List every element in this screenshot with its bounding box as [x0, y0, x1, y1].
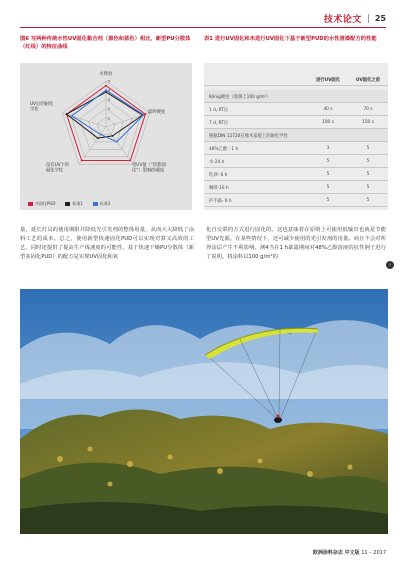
table-cell: 5 [366, 159, 370, 164]
table-cell: 3 [326, 146, 330, 151]
table-cell: 1 d, RT后 [209, 108, 229, 113]
axis-label-bottom-left [46, 161, 71, 174]
table-cell: König硬度（玻璃上100 g/m²） [209, 95, 271, 100]
axis-label-top: 水释放 [99, 72, 113, 77]
radar-tick-label: 5 [107, 78, 111, 84]
figure-caption: 图6 写两种传统水性UV固化黏合剂（黑色和蓝色）相比，新型PU分散体（红线）的特征曲线 [20, 36, 191, 50]
journal-name: 欧洲涂料杂志 中文版 [312, 550, 360, 556]
legend-swatch [93, 202, 98, 206]
body-column-left: 量。延长灯具的使用期限并降低光引发剂的整体用量，从而大大降低了涂料工艺的成本。总之，使用新型快速固化PUD可以实现对算又高效的工艺，同时还提供了提高生产线速度的可能性，基于快速干燥PU分散体（新型多固化PUD）的配方是实现UV固化和氧 [20, 227, 194, 260]
radar-point [116, 141, 118, 143]
radar-point [144, 113, 146, 115]
table-row [204, 142, 388, 155]
table-cell: 5 [366, 172, 370, 177]
radar-point [66, 113, 68, 115]
radar-point [129, 160, 131, 162]
axis-label-bottom-right-l2: 化”）影响的硬度 [132, 168, 165, 174]
continue-arrow-icon: › [386, 261, 394, 269]
radar-tick-label: 1 [107, 115, 111, 121]
radar-point [143, 114, 145, 116]
table-row [204, 129, 388, 142]
table-cell: 150 s [362, 120, 374, 125]
running-header [324, 12, 386, 25]
header-rule [20, 27, 386, 28]
footer [313, 549, 386, 556]
legend-swatch [28, 202, 33, 206]
axis-label-bottom-right-l1: 受UV量（“阴影固 [132, 163, 167, 168]
table-cell: 5 [326, 159, 330, 164]
radar-point [105, 91, 107, 93]
table-row [204, 116, 388, 129]
header-divider [368, 14, 369, 23]
radar-point [105, 89, 107, 91]
table-caption: 表1 进行UV固化和未进行UV固化下基于新型PUD的水性清漆配方的性能 [204, 36, 377, 42]
table-cell: 水-24 h [209, 160, 225, 165]
body-column-right: 化自交联的方式进行固化的。这也意味着在原则上可使用低输出也就是节能型UV光源。在某些情况下，还可减少使用的光引发剂的用量。而且不会对所得涂层产生不利影响。测4当在1 h暴露期间对48%乙醇溶液的抗性例子进行了说明。将涂料以100 g/m²的 [206, 227, 386, 260]
radar-figure [20, 63, 192, 210]
radar-spoke [106, 127, 133, 164]
issue-number: 11 – 2017 [361, 550, 386, 556]
radar-ticks [108, 79, 111, 121]
radar-point [81, 160, 83, 162]
axis-label-bottom-left-l2: 耐化学性 [46, 168, 64, 174]
radar-tick-label: 3 [107, 96, 111, 102]
table-cell: 5 [326, 198, 330, 203]
table-cell: 40 s [323, 107, 333, 112]
chart-legend [28, 201, 111, 207]
col-header-with-uv: 进行UV固化 [315, 78, 340, 83]
table-row [204, 155, 388, 168]
radar-spokes [62, 78, 149, 164]
radar-tick-label: 2 [107, 106, 111, 112]
table-cell: 100 s [322, 120, 334, 125]
table-cell: 红酒- 6 h [209, 173, 228, 178]
legend-item-pud [28, 201, 55, 207]
radar-series-1 [67, 92, 143, 138]
axis-label-right: 最终硬度 [148, 110, 166, 115]
legend-swatch [65, 202, 70, 206]
axis-label-bottom-left-l1: 没有UV下的 [46, 163, 70, 168]
table-cell: 咖啡-16 h [209, 186, 229, 191]
table-row [204, 103, 388, 116]
table-header-row [204, 73, 388, 86]
axis-label-left-l1: UV后的耐化 [30, 102, 54, 107]
paraglider-photo [20, 289, 388, 534]
legend-item-std1 [65, 201, 83, 207]
table-cell: 48%乙醇 - 1 h [209, 147, 239, 152]
table-cell: 5 [366, 198, 370, 203]
properties-table [204, 63, 388, 210]
table-row [204, 194, 388, 207]
paraglider-illustration [20, 289, 388, 534]
radar-point [71, 115, 73, 117]
radar-point [105, 85, 107, 87]
axis-label-left-l2: 学性 [30, 107, 39, 113]
table-cell: 5 [326, 185, 330, 190]
table-cell: 70 s [363, 107, 373, 112]
table-row [204, 168, 388, 181]
page-number: 25 [374, 14, 386, 23]
legend-label: 标准2 [99, 201, 111, 206]
table-cell: 5 [326, 172, 330, 177]
legend-label: 多固化PUD [35, 201, 56, 206]
table-cell: 5 [366, 185, 370, 190]
legend-item-std2 [93, 201, 111, 207]
table-row [204, 181, 388, 194]
radar-point [100, 134, 102, 136]
axis-label-left [30, 100, 55, 113]
radar-point [112, 135, 114, 137]
table-row [204, 90, 388, 103]
col-header-before-uv: UV固化之前 [355, 78, 380, 83]
legend-label: 标准1 [72, 201, 83, 206]
axis-label-bottom-right [132, 161, 167, 174]
radar-spoke [79, 127, 106, 164]
table-cell: 5 [366, 146, 370, 151]
table-cell: 根据DIN 12720在橡木家板上的耐化学性 [209, 134, 288, 139]
table-cell: 7 d, RT后 [209, 121, 229, 126]
radar-tick-label: 4 [107, 87, 111, 93]
section-title: 技术论文 [323, 15, 362, 25]
radar-chart [20, 63, 192, 210]
table-cell: 护手霜- 6 h [209, 199, 232, 204]
radar-point [97, 137, 99, 139]
